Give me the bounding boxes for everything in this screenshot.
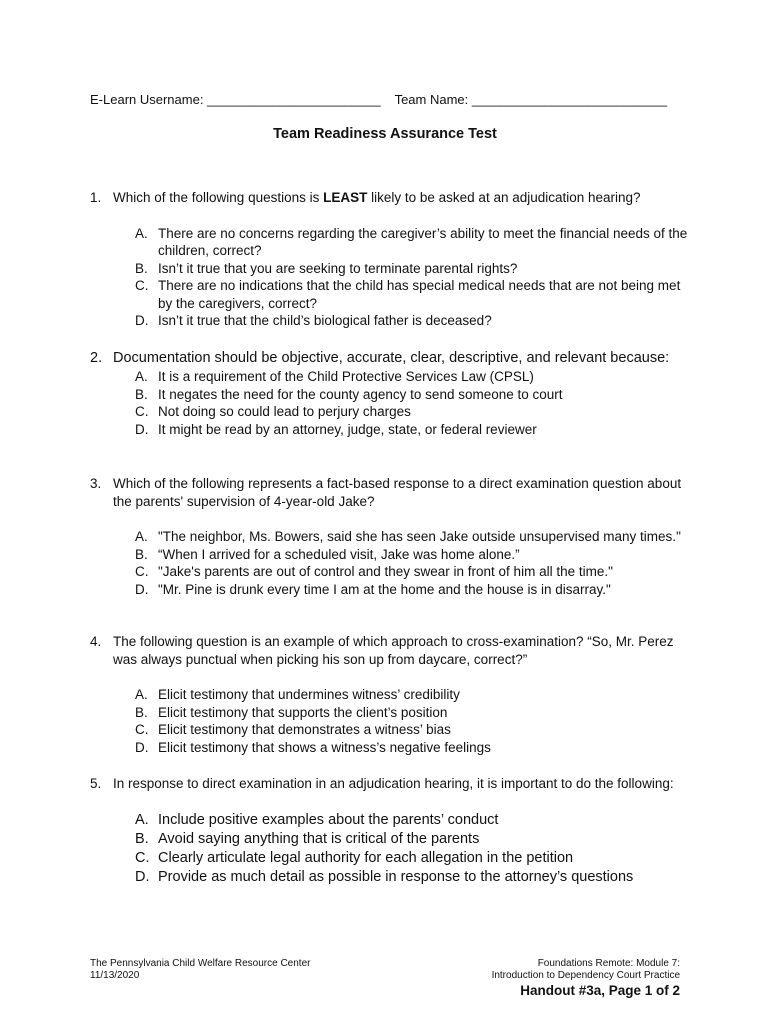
answer-option [135,563,690,581]
option-letter: A. [135,225,148,241]
option-letter: B. [135,704,148,720]
option-letter: D. [135,313,149,328]
answer-option [135,704,690,722]
option-text: Isn’t it true that you are seeking to terminate parental rights? [158,260,518,276]
option-letter: A. [135,811,149,828]
question-emphasis: LEAST [323,190,368,205]
question-2 [90,349,690,438]
answer-option [135,849,690,868]
question-text: The following question is an example of which approach to cross-examination? “So, Mr. Perez was always punctual when picking his son up from daycare, correct?” [113,634,674,667]
question-4 [90,633,690,756]
option-text: Include positive examples about the parents’ conduct [158,811,499,828]
footer-course: Introduction to Dependency Court Practice [491,970,680,981]
question-text: Documentation should be objective, accurate, clear, descriptive, and relevant because: [113,350,670,366]
answer-options [135,686,690,756]
answer-option [135,312,690,330]
question-number: 5. [90,776,102,791]
question-text [113,189,690,207]
answer-options [135,225,690,330]
question-3 [90,475,690,598]
option-letter: C. [135,404,149,419]
question-text: In response to direct examination in an adjudication hearing, it is important to do the following: [113,776,674,791]
option-text: Elicit testimony that demonstrates a witness’ bias [158,722,451,737]
question-number: 3. [90,476,102,491]
footer-date: 11/13/2020 [90,970,140,981]
option-letter: B. [135,386,148,402]
option-letter: C. [135,564,149,579]
footer-left [90,958,310,982]
option-text: Elicit testimony that shows a witness’s negative feelings [158,739,491,755]
answer-option [135,403,690,421]
option-text: Avoid saying anything that is critical of the parents [158,830,480,847]
answer-option [135,686,690,704]
option-letter: C. [135,849,150,866]
option-text: It negates the need for the county agency to send someone to court [158,386,563,402]
answer-option [135,277,690,312]
option-letter: B. [135,260,148,276]
answer-option [135,739,690,757]
handout-page-label: Handout #3a, Page 1 of 2 [520,983,680,998]
option-text: It is a requirement of the Child Protective Services Law (CPSL) [158,369,534,384]
answer-option [135,421,690,439]
option-letter: D. [135,581,149,597]
option-text: Clearly articulate legal authority for each allegation in the petition [158,849,574,866]
answer-option [135,811,690,830]
answer-options [135,811,690,887]
option-text: Not doing so could lead to perjury charges [158,404,411,419]
answer-option [135,721,690,739]
answer-options [135,528,690,598]
team-name-field-label: Team Name: ___________________________ [394,92,668,107]
answer-option [135,868,690,887]
header-fields [90,92,690,107]
question-text: Which of the following represents a fact-based response to a direct examination question about the parents' supervision of 4-year-old Jake? [113,476,682,509]
question-5 [90,775,690,887]
answer-option [135,368,690,386]
option-letter: B. [135,546,148,562]
option-text: There are no indications that the child has special medical needs that are not being met by the caregivers, correct? [158,278,681,311]
option-letter: B. [135,830,149,847]
question-text-part: likely to be asked at an adjudication hearing? [367,190,641,205]
answer-options [135,368,690,438]
option-text: Isn’t it true that the child’s biological father is deceased? [158,313,492,328]
answer-option [135,581,690,599]
username-field-label: E-Learn Username: ________________________ [90,92,381,107]
option-text: It might be read by an attorney, judge, state, or federal reviewer [158,421,537,437]
footer-module: Foundations Remote: Module 7: [537,958,680,969]
option-letter: A. [135,529,148,544]
option-text: There are no concerns regarding the caregiver’s ability to meet the financial needs of the children, correct? [158,225,688,258]
question-number: 4. [90,634,102,649]
option-letter: C. [135,722,149,737]
option-text: “When I arrived for a scheduled visit, Jake was home alone.” [158,546,520,562]
option-letter: D. [135,421,149,437]
page-title: Team Readiness Assurance Test [273,126,497,142]
option-letter: A. [135,369,148,384]
answer-option [135,260,690,278]
question-number: 1. [90,190,102,205]
option-letter: A. [135,687,148,702]
question-1 [90,189,690,330]
option-letter: D. [135,739,149,755]
option-text: Provide as much detail as possible in response to the attorney’s questions [158,868,634,885]
answer-option [135,225,690,260]
option-letter: C. [135,278,149,293]
answer-option [135,528,690,546]
question-text-part: Which of the following questions is [113,190,324,205]
footer-right [492,958,680,997]
question-number: 2. [90,350,103,366]
answer-option [135,830,690,849]
option-letter: D. [135,868,150,885]
answer-option [135,386,690,404]
option-text: Elicit testimony that supports the client’s position [158,704,448,720]
option-text: "Jake's parents are out of control and they swear in front of him all the time." [158,564,613,579]
option-text: "Mr. Pine is drunk every time I am at the home and the house is in disarray." [158,581,611,597]
option-text: "The neighbor, Ms. Bowers, said she has seen Jake outside unsupervised many times." [158,529,681,544]
footer-organization: The Pennsylvania Child Welfare Resource Center [90,958,311,969]
answer-option [135,546,690,564]
option-text: Elicit testimony that undermines witness’ credibility [158,687,460,702]
